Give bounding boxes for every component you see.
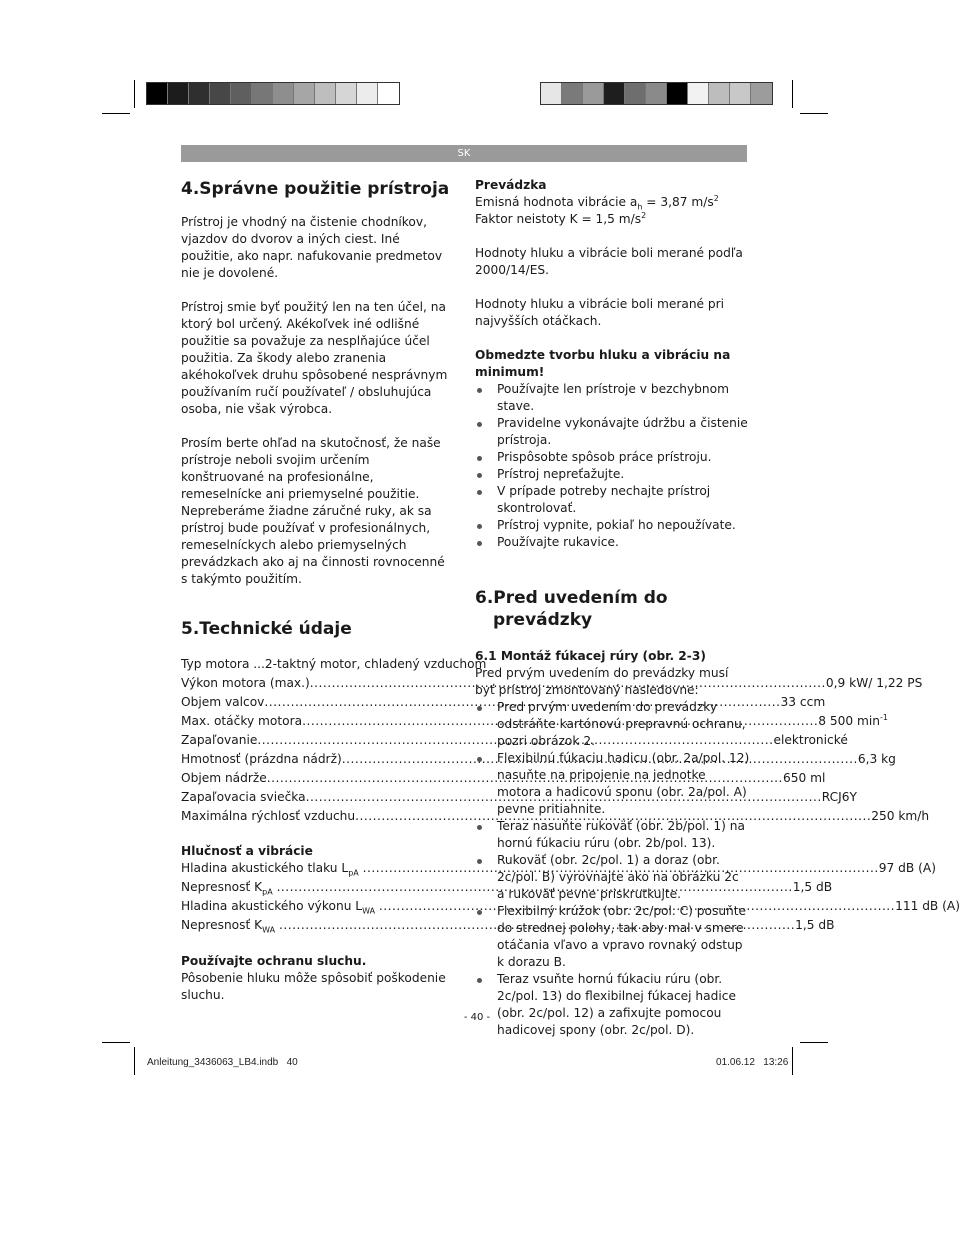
- paragraph: Prosím berte ohľad na skutočnosť, že naše prístroje neboli svojim určením konštruované na profesionálne, remeselnícke ani priemyselné použitie. Nepreberáme žiadne záručné ruky, ak sa prístroj bude používať v profesionálnych, remeselníckych alebo priemyselných prevádzkach ako aj na činnosti rovnocenné s takýmto použitím.: [181, 436, 445, 586]
- color-swatch: [688, 83, 709, 104]
- section-4-title: 4.Správne použitie prístroja: [181, 179, 450, 199]
- operation-title: Prevádzka: [475, 178, 547, 192]
- list-item: Teraz nasuňte rukoväť (obr. 2b/pol. 1) na hornú fúkaciu rúru (obr. 2b/pol. 13).: [475, 818, 750, 852]
- right-column: [475, 177, 750, 1039]
- section-5-title: 5.Technické údaje: [181, 619, 352, 639]
- crop-mark: [800, 1042, 828, 1043]
- list-item: Pravidelne vykonávajte údržbu a čistenie prístroja.: [475, 415, 750, 449]
- noise-row: [181, 860, 936, 879]
- spec-value: 0,9 kW/ 1,22 PS: [825, 676, 923, 690]
- spec-row: [181, 694, 826, 713]
- spec-row: [181, 712, 888, 732]
- paragraph: Pred prvým uvedením do prevádzky musí byť prístroj zmontovaný nasledovne:: [475, 666, 729, 697]
- color-swatch: [147, 83, 168, 104]
- noise-value: 111 dB (A): [895, 899, 960, 913]
- noise-row: [181, 917, 835, 936]
- spec-value: RCJ6Y: [821, 790, 857, 804]
- list-item: Pred prvým uvedením do prevádzky odstráňte kartónovú prepravnú ochranu, pozri obrázok 2.: [475, 699, 750, 750]
- noise-title: Hlučnosť a vibrácie: [181, 844, 313, 858]
- vibration-line: [475, 194, 750, 211]
- color-swatch: [168, 83, 189, 104]
- color-swatch: [378, 83, 399, 104]
- spec-text: Typ motora ...2-taktný motor, chladený vzduchom: [181, 657, 487, 671]
- color-swatch: [252, 83, 273, 104]
- noise-label-text: Nepresnosť K: [181, 880, 263, 894]
- uncertainty-text: Faktor neistoty K = 1,5 m/s: [475, 212, 642, 226]
- color-swatch: [273, 83, 294, 104]
- vibration-value: = 3,87 m/s: [642, 195, 714, 209]
- ear-protection-title: Používajte ochranu sluchu.: [181, 954, 367, 968]
- noise-label: [181, 917, 279, 934]
- language-header: SK: [181, 145, 747, 162]
- spec-label: Výkon motora (max.): [181, 676, 310, 690]
- paragraph: Prístroj smie byť použitý len na ten účel, na ktorý bol určený. Akékoľvek iné odlišné použitie sa považuje za nesplňajúce účel použitia. Za škody alebo zranenia akéhokoľvek druhu spôsobené nesprávnym používaním ručí používateľ / obsluhujúca osoba, nie však výrobca.: [181, 300, 448, 416]
- noise-label-text: Hladina akustického výkonu L: [181, 899, 363, 913]
- noise-label-text: Nepresnosť K: [181, 918, 263, 932]
- spec-label: Zapaľovacia sviečka: [181, 790, 306, 804]
- crop-mark: [102, 113, 130, 114]
- paragraph: Prístroj je vhodný na čistenie chodníkov, vjazdov do dvorov a iných ciest. Iné použitie, ako napr. nafukovanie predmetov nie je dovolené.: [181, 215, 443, 280]
- color-swatch: [646, 83, 667, 104]
- spec-label: Zapaľovanie: [181, 733, 258, 747]
- list-item: V prípade potreby nechajte prístroj skontrolovať.: [475, 483, 750, 517]
- vibration-label: Emisná hodnota vibrácie a: [475, 195, 638, 209]
- noise-label-text: Hladina akustického tlaku L: [181, 861, 349, 875]
- color-swatch: [357, 83, 378, 104]
- color-swatch: [709, 83, 730, 104]
- color-swatch: [541, 83, 562, 104]
- list-item: Rukoväť (obr. 2c/pol. 1) a doraz (obr. 2c/pol. B) vyrovnajte ako na obrázku 2c a rukoväť pevne priskrutkujte.: [475, 852, 750, 903]
- color-bar-right: [540, 82, 773, 105]
- spec-value-text: 8 500 min: [818, 714, 880, 728]
- list-item: Používajte len prístroje v bezchybnom stave.: [475, 381, 750, 415]
- spec-value: 250 km/h: [871, 809, 930, 823]
- crop-mark: [134, 80, 135, 108]
- noise-subscript: pA: [262, 887, 273, 897]
- color-swatch: [189, 83, 210, 104]
- crop-mark: [792, 80, 793, 108]
- color-swatch: [667, 83, 688, 104]
- noise-subscript: WA: [262, 925, 276, 935]
- crop-mark: [792, 1047, 793, 1075]
- spec-value: elektronické: [773, 733, 848, 747]
- color-swatch: [625, 83, 646, 104]
- vibration-subscript: h: [637, 202, 643, 212]
- spec-row: [181, 770, 826, 789]
- uncertainty-superscript: 2: [641, 210, 647, 220]
- spec-row: [181, 751, 896, 770]
- spec-label: Max. otáčky motora: [181, 714, 303, 728]
- spec-label: Hmotnosť (prázdna nádrž): [181, 752, 342, 766]
- page-number: - 40 -: [463, 1012, 491, 1023]
- limit-list: [475, 381, 750, 551]
- color-swatch: [562, 83, 583, 104]
- color-swatch: [210, 83, 231, 104]
- spec-value: [818, 713, 888, 730]
- noise-label: [181, 898, 379, 915]
- noise-value: 97 dB (A): [878, 861, 936, 875]
- noise-row: [181, 898, 960, 917]
- assembly-list: [475, 699, 750, 1039]
- uncertainty-line: [475, 211, 750, 228]
- spec-label: Objem valcov: [181, 695, 265, 709]
- noise-label: [181, 879, 277, 896]
- color-swatch: [583, 83, 604, 104]
- color-swatch: [315, 83, 336, 104]
- spec-row: [181, 732, 848, 751]
- crop-mark: [800, 113, 828, 114]
- crop-mark: [134, 1047, 135, 1075]
- color-swatch: [231, 83, 252, 104]
- spec-row: [181, 789, 857, 808]
- noise-label: [181, 860, 363, 877]
- list-item: Flexibilný krúžok (obr. 2c/pol. C) posuňte do strednej polohy, tak aby mal v smere otáčania vľavo a vpravo rovnaký odstup k dorazu B.: [475, 903, 750, 971]
- footer-date: 01.06.12 13:26: [716, 1057, 789, 1068]
- noise-value: 1,5 dB: [792, 880, 833, 894]
- color-swatch: [294, 83, 315, 104]
- color-bar-left: [146, 82, 400, 105]
- paragraph: Hodnoty hluku a vibrácie boli merané podľa 2000/14/ES.: [475, 246, 743, 277]
- noise-subscript: WA: [362, 906, 376, 916]
- noise-row: [181, 879, 833, 898]
- list-item: Prístroj vypnite, pokiaľ ho nepoužívate.: [475, 517, 750, 534]
- color-swatch: [604, 83, 625, 104]
- spec-row: [181, 808, 930, 827]
- subsection-6-1-title: 6.1 Montáž fúkacej rúry (obr. 2-3): [475, 649, 706, 663]
- noise-value: 1,5 dB: [795, 918, 835, 932]
- section-6-title: 6.Pred uvedením do prevádzky: [475, 588, 668, 630]
- color-swatch: [336, 83, 357, 104]
- paragraph: Hodnoty hluku a vibrácie boli merané pri najvyšších otáčkach.: [475, 297, 725, 328]
- spec-value: 33 ccm: [780, 695, 826, 709]
- spec-label: Maximálna rýchlosť vzduchu: [181, 809, 356, 823]
- spec-row: [181, 656, 487, 675]
- noise-subscript: pA: [348, 868, 359, 878]
- ear-protection-text: Pôsobenie hluku môže spôsobiť poškodenie sluchu.: [181, 971, 446, 1002]
- crop-mark: [102, 1042, 130, 1043]
- spec-value: 650 ml: [782, 771, 826, 785]
- footer-file: Anleitung_3436063_LB4.indb 40: [147, 1057, 298, 1068]
- color-swatch: [751, 83, 772, 104]
- limit-title: Obmedzte tvorbu hluku a vibráciu na minimum!: [475, 348, 731, 379]
- list-item: Používajte rukavice.: [475, 534, 750, 551]
- spec-value: 6,3 kg: [857, 752, 896, 766]
- list-item: Flexibilnú fúkaciu hadicu (obr. 2a/pol. 12) nasuňte na pripojenie na jednotke motora a hadicovú sponu (obr. 2a/pol. A) pevne pritiahnite.: [475, 750, 750, 818]
- spec-label: Objem nádrže: [181, 771, 267, 785]
- color-swatch: [730, 83, 751, 104]
- vibration-superscript: 2: [713, 193, 719, 203]
- list-item: Teraz vsuňte hornú fúkaciu rúru (obr. 2c/pol. 13) do flexibilnej fúkacej hadice (obr. 2c/pol. 12) a zafixujte pomocou hadicovej spony (obr. 2c/pol. D).: [475, 971, 750, 1039]
- list-item: Prístroj nepreťažujte.: [475, 466, 750, 483]
- rpm-exponent: -1: [880, 712, 888, 722]
- list-item: Prispôsobte spôsob práce prístroju.: [475, 449, 750, 466]
